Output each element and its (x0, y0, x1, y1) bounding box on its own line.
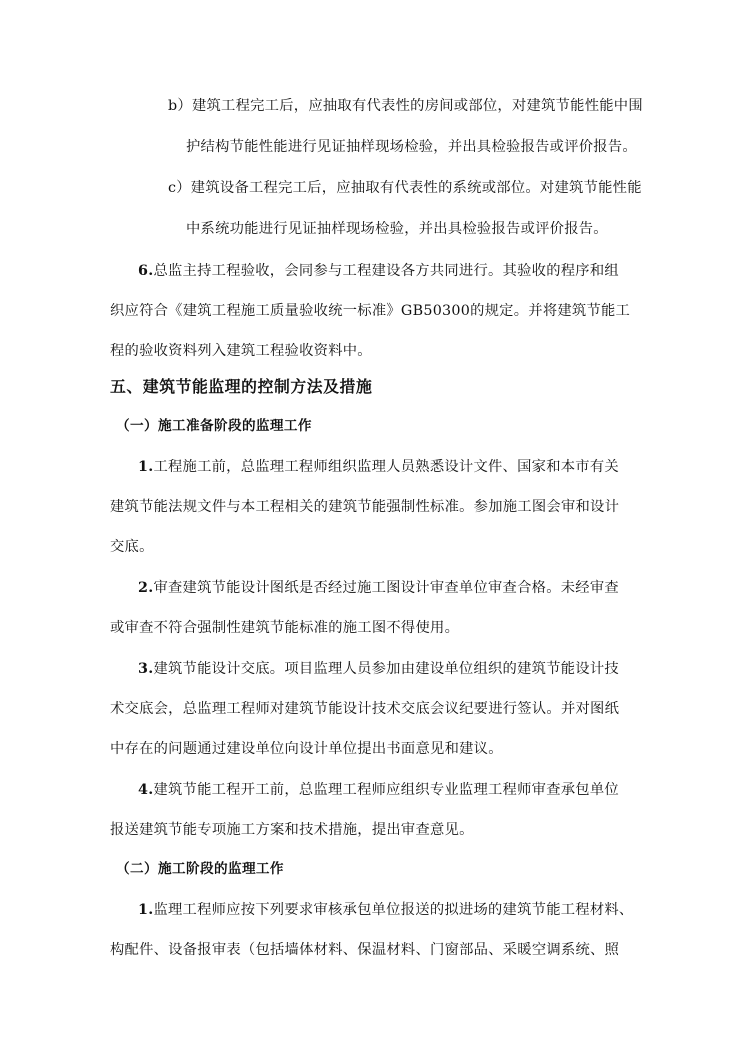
text-line: 报送建筑节能专项施工方案和技术措施，提出审查意见。 (110, 822, 474, 838)
text-line: 术交底会，总监理工程师对建筑节能设计技术交底会议纪要进行签认。并对图纸 (110, 701, 620, 717)
item-number: 1. (138, 459, 154, 475)
text-line: 中存在的问题通过建设单位向设计单位提出书面意见和建议。 (110, 741, 503, 757)
text-line: 建筑节能法规文件与本工程相关的建筑节能强制性标准。参加施工图会审和设计 (110, 499, 620, 515)
text-line: 构配件、设备报审表（包括墙体材料、保温材料、门窗部品、采暖空调系统、照 (110, 942, 620, 958)
paragraph-1-line (138, 457, 668, 477)
text-line: 织应符合《建筑工程施工质量验收统一标准》GB50300的规定。并将建筑节能工 (110, 303, 631, 319)
text-line: 总监主持工程验收，会同参与工程建设各方共同进行。其验收的程序和组 (153, 263, 619, 279)
text-line: 交底。 (110, 539, 154, 555)
paragraph-6-line (138, 261, 668, 281)
subsection-heading: （二）施工阶段的监理工作 (116, 861, 284, 877)
subsection-heading: （一）施工准备阶段的监理工作 (116, 418, 312, 434)
text-line: 工程施工前，总监理工程师组织监理人员熟悉设计文件、国家和本市有关 (153, 459, 619, 475)
text-line: 建筑节能工程开工前，总监理工程师应组织专业监理工程师审查承包单位 (153, 782, 619, 798)
section-heading: 五、建筑节能监理的控制方法及措施 (110, 377, 373, 396)
text-line: b）建筑工程完工后，应抽取有代表性的房间或部位，对建筑节能性能中围 (168, 98, 643, 114)
text-line: 监理工程师应按下列要求审核承包单位报送的拟进场的建筑节能工程材料、 (153, 902, 634, 918)
text-line: 建筑节能设计交底。项目监理人员参加由建设单位组织的建筑节能设计技 (153, 661, 619, 677)
text-line: 中系统功能进行见证抽样现场检验，并出具检验报告或评价报告。 (186, 221, 608, 237)
item-number: 1. (138, 902, 154, 918)
paragraph-2-line (138, 578, 668, 598)
text-line: 护结构节能性能进行见证抽样现场检验，并出具检验报告或评价报告。 (186, 139, 637, 155)
paragraph-4-line (138, 780, 668, 800)
text-line: 或审查不符合强制性建筑节能标准的施工图不得使用。 (110, 620, 460, 636)
item-number: 6. (138, 263, 154, 279)
text-line: c）建筑设备工程完工后，应抽取有代表性的系统或部位。对建筑节能性能 (168, 180, 642, 196)
paragraph-3-line (138, 659, 668, 679)
paragraph-1-line (138, 900, 668, 920)
item-number: 3. (138, 661, 154, 677)
text-line: 程的验收资料列入建筑工程验收资料中。 (110, 343, 372, 359)
item-number: 4. (138, 782, 154, 798)
text-line: 审查建筑节能设计图纸是否经过施工图设计审查单位审查合格。未经审查 (153, 580, 619, 596)
item-number: 2. (138, 580, 154, 596)
